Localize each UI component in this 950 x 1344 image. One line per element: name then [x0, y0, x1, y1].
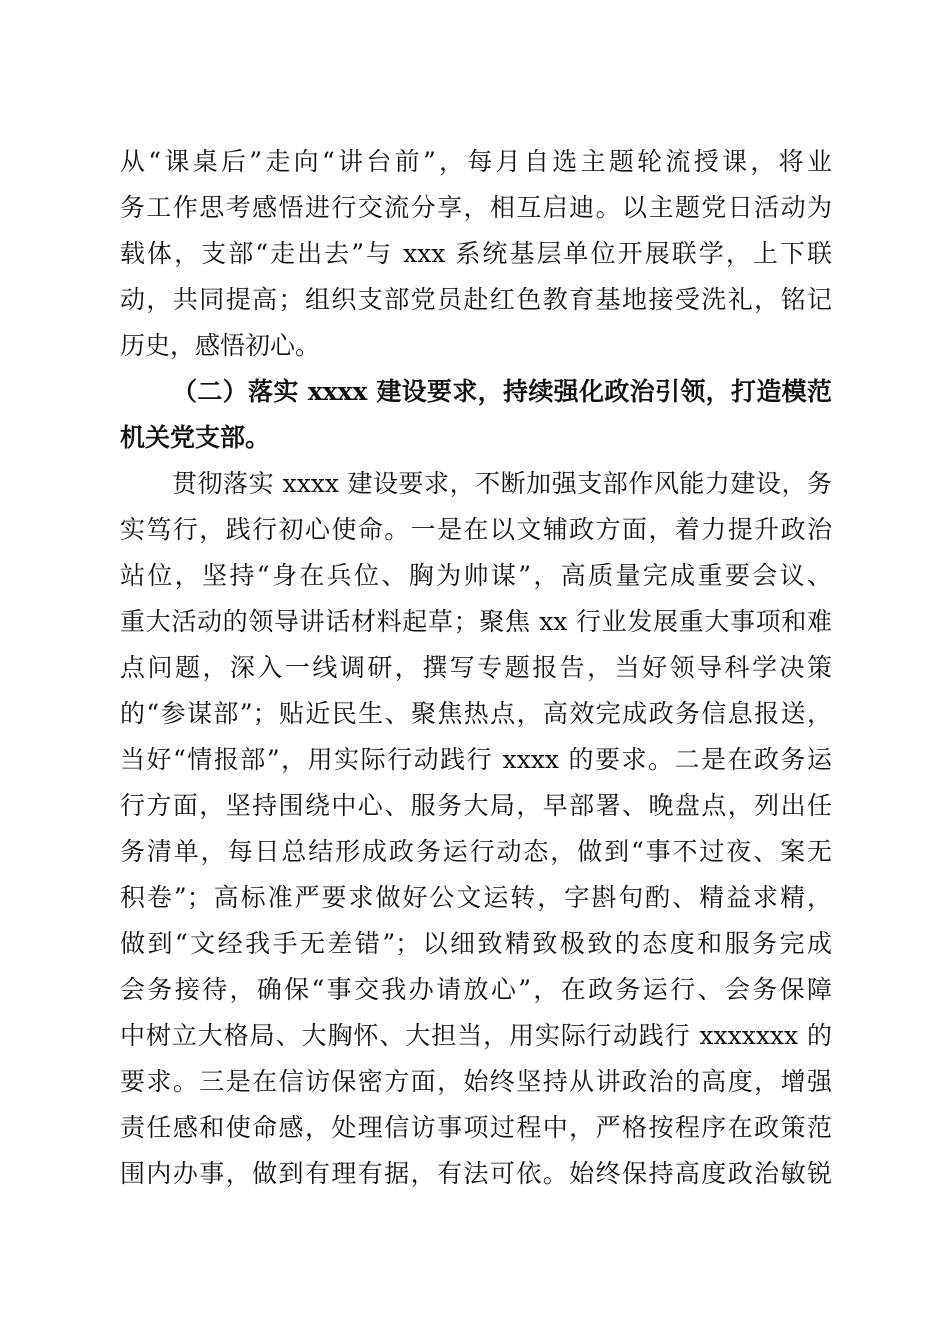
section-heading-line: 机关党支部。	[120, 423, 271, 452]
text-line: 围内办事，做到有理有据，有法可依。始终保持高度政治敏锐	[120, 1159, 832, 1188]
text-line: 载体，支部“走出去”与 xxx 系统基层单位开展联学，上下联	[120, 239, 832, 268]
text-line: 责任感和使命感，处理信访事项过程中，严格按程序在政策范	[120, 1113, 832, 1142]
text-line: 的“参谋部”；贴近民生、聚焦热点，高效完成政务信息报送，	[120, 699, 832, 728]
text-line: 要求。三是在信访保密方面，始终坚持从讲政治的高度，增强	[120, 1067, 832, 1096]
text-line: 站位，坚持“身在兵位、胸为帅谋”，高质量完成重要会议、	[120, 561, 832, 590]
text-line: 重大活动的领导讲话材料起草；聚焦 xx 行业发展重大事项和难	[120, 607, 832, 636]
text-line: 动，共同提高；组织支部党员赴红色教育基地接受洗礼，铭记	[120, 285, 832, 314]
text-line: 务工作思考感悟进行交流分享，相互启迪。以主题党日活动为	[120, 193, 832, 222]
text-line: 当好“情报部”，用实际行动践行 xxxx 的要求。二是在政务运	[120, 745, 832, 774]
text-line: 点问题，深入一线调研，撰写专题报告，当好领导科学决策	[120, 653, 832, 682]
text-line: 从“课桌后”走向“讲台前”，每月自选主题轮流授课，将业	[120, 147, 832, 176]
text-line: 贯彻落实 xxxx 建设要求，不断加强支部作风能力建设，务	[172, 469, 832, 498]
text-line: 做到“文经我手无差错”；以细致精致极致的态度和服务完成	[120, 929, 832, 958]
text-line: 中树立大格局、大胸怀、大担当，用实际行动践行 xxxxxxx 的	[120, 1021, 832, 1050]
text-line: 积卷”；高标准严要求做好公文运转，字斟句酌、精益求精，	[120, 883, 832, 912]
text-line: 行方面，坚持围绕中心、服务大局，早部署、晚盘点，列出任	[120, 791, 832, 820]
section-heading-line: （二）落实 xxxx 建设要求，持续强化政治引领，打造模范	[172, 377, 832, 406]
text-line: 务清单，每日总结形成政务运行动态，做到“事不过夜、案无	[120, 837, 832, 866]
text-line: 历史，感悟初心。	[120, 331, 321, 360]
text-line: 会务接待，确保“事交我办请放心”，在政务运行、会务保障	[120, 975, 832, 1004]
text-line: 实笃行，践行初心使命。一是在以文辅政方面，着力提升政治	[120, 515, 832, 544]
